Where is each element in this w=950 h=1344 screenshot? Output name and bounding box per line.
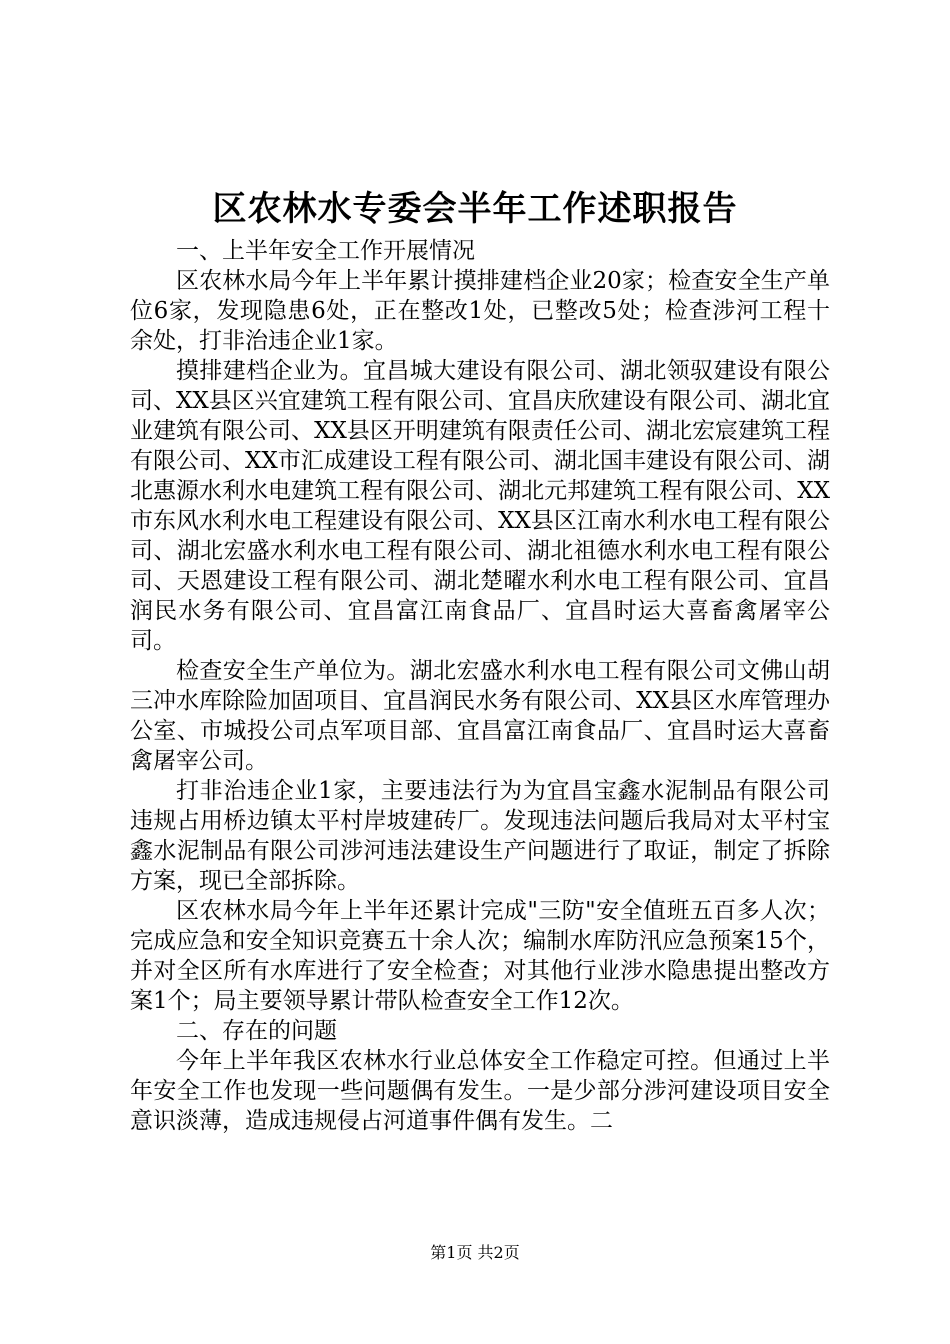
paragraph-problems: 今年上半年我区农林水行业总体安全工作稳定可控。但通过上半年安全工作也发现一些问题偶有发生。一是少部分涉河建设项目安全意识淡薄，造成违规侵占河道事件偶有发生。二 — [130, 1048, 830, 1134]
document-body — [130, 236, 830, 1136]
page-footer: 第1页 共2页 — [430, 1243, 520, 1262]
paragraph-enforcement: 打非治违企业1家，主要违法行为为宜昌宝鑫水泥制品有限公司违规占用桥边镇太平村岸坡建砖厂。发现违法问题后我局对太平村宝鑫水泥制品有限公司涉河违法建设生产问题进行了取证，制定了拆除方案，现已全部拆除。 — [130, 778, 830, 894]
paragraph-enterprises: 摸排建档企业为。宜昌城大建设有限公司、湖北领驭建设有限公司、XX县区兴宜建筑工程有限公司、宜昌庆欣建设有限公司、湖北宜业建筑有限公司、XX县区开明建筑有限责任公司、湖北宏宸建筑工程有限公司、XX市汇成建设工程有限公司、湖北国丰建设有限公司、湖北惠源水利水电建筑工程有限公司、湖北元邦建筑工程有限公司、XX市东风水利水电工程建设有限公司、XX县区江南水利水电工程有限公司、湖北宏盛水利水电工程有限公司、湖北祖德水利水电工程有限公司、天恩建设工程有限公司、湖北楚曜水利水电工程有限公司、宜昌润民水务有限公司、宜昌富江南食品厂、宜昌时运大喜畜禽屠宰公司。 — [130, 358, 830, 654]
section-heading-1: 一、上半年安全工作开展情况 — [176, 238, 475, 264]
paragraph-inspected-units: 检查安全生产单位为。湖北宏盛水利水电工程有限公司文佛山胡三冲水库除险加固项目、宜昌润民水务有限公司、XX县区水库管理办公室、市城投公司点军项目部、宜昌富江南食品厂、宜昌时运大喜畜禽屠宰公司。 — [130, 658, 830, 774]
paragraph-summary: 区农林水局今年上半年累计摸排建档企业20家；检查安全生产单位6家，发现隐患6处，正在整改1处，已整改5处；检查涉河工程十余处，打非治违企业1家。 — [130, 268, 830, 354]
paragraph-other-work: 区农林水局今年上半年还累计完成"三防"安全值班五百多人次；完成应急和安全知识竞赛五十余人次；编制水库防汛应急预案15个，并对全区所有水库进行了安全检查；对其他行业涉水隐患提出整改方案1个；局主要领导累计带队检查安全工作12次。 — [130, 898, 830, 1014]
document-title: 区农林水专委会半年工作述职报告 — [212, 189, 738, 229]
section-heading-2: 二、存在的问题 — [176, 1018, 337, 1044]
